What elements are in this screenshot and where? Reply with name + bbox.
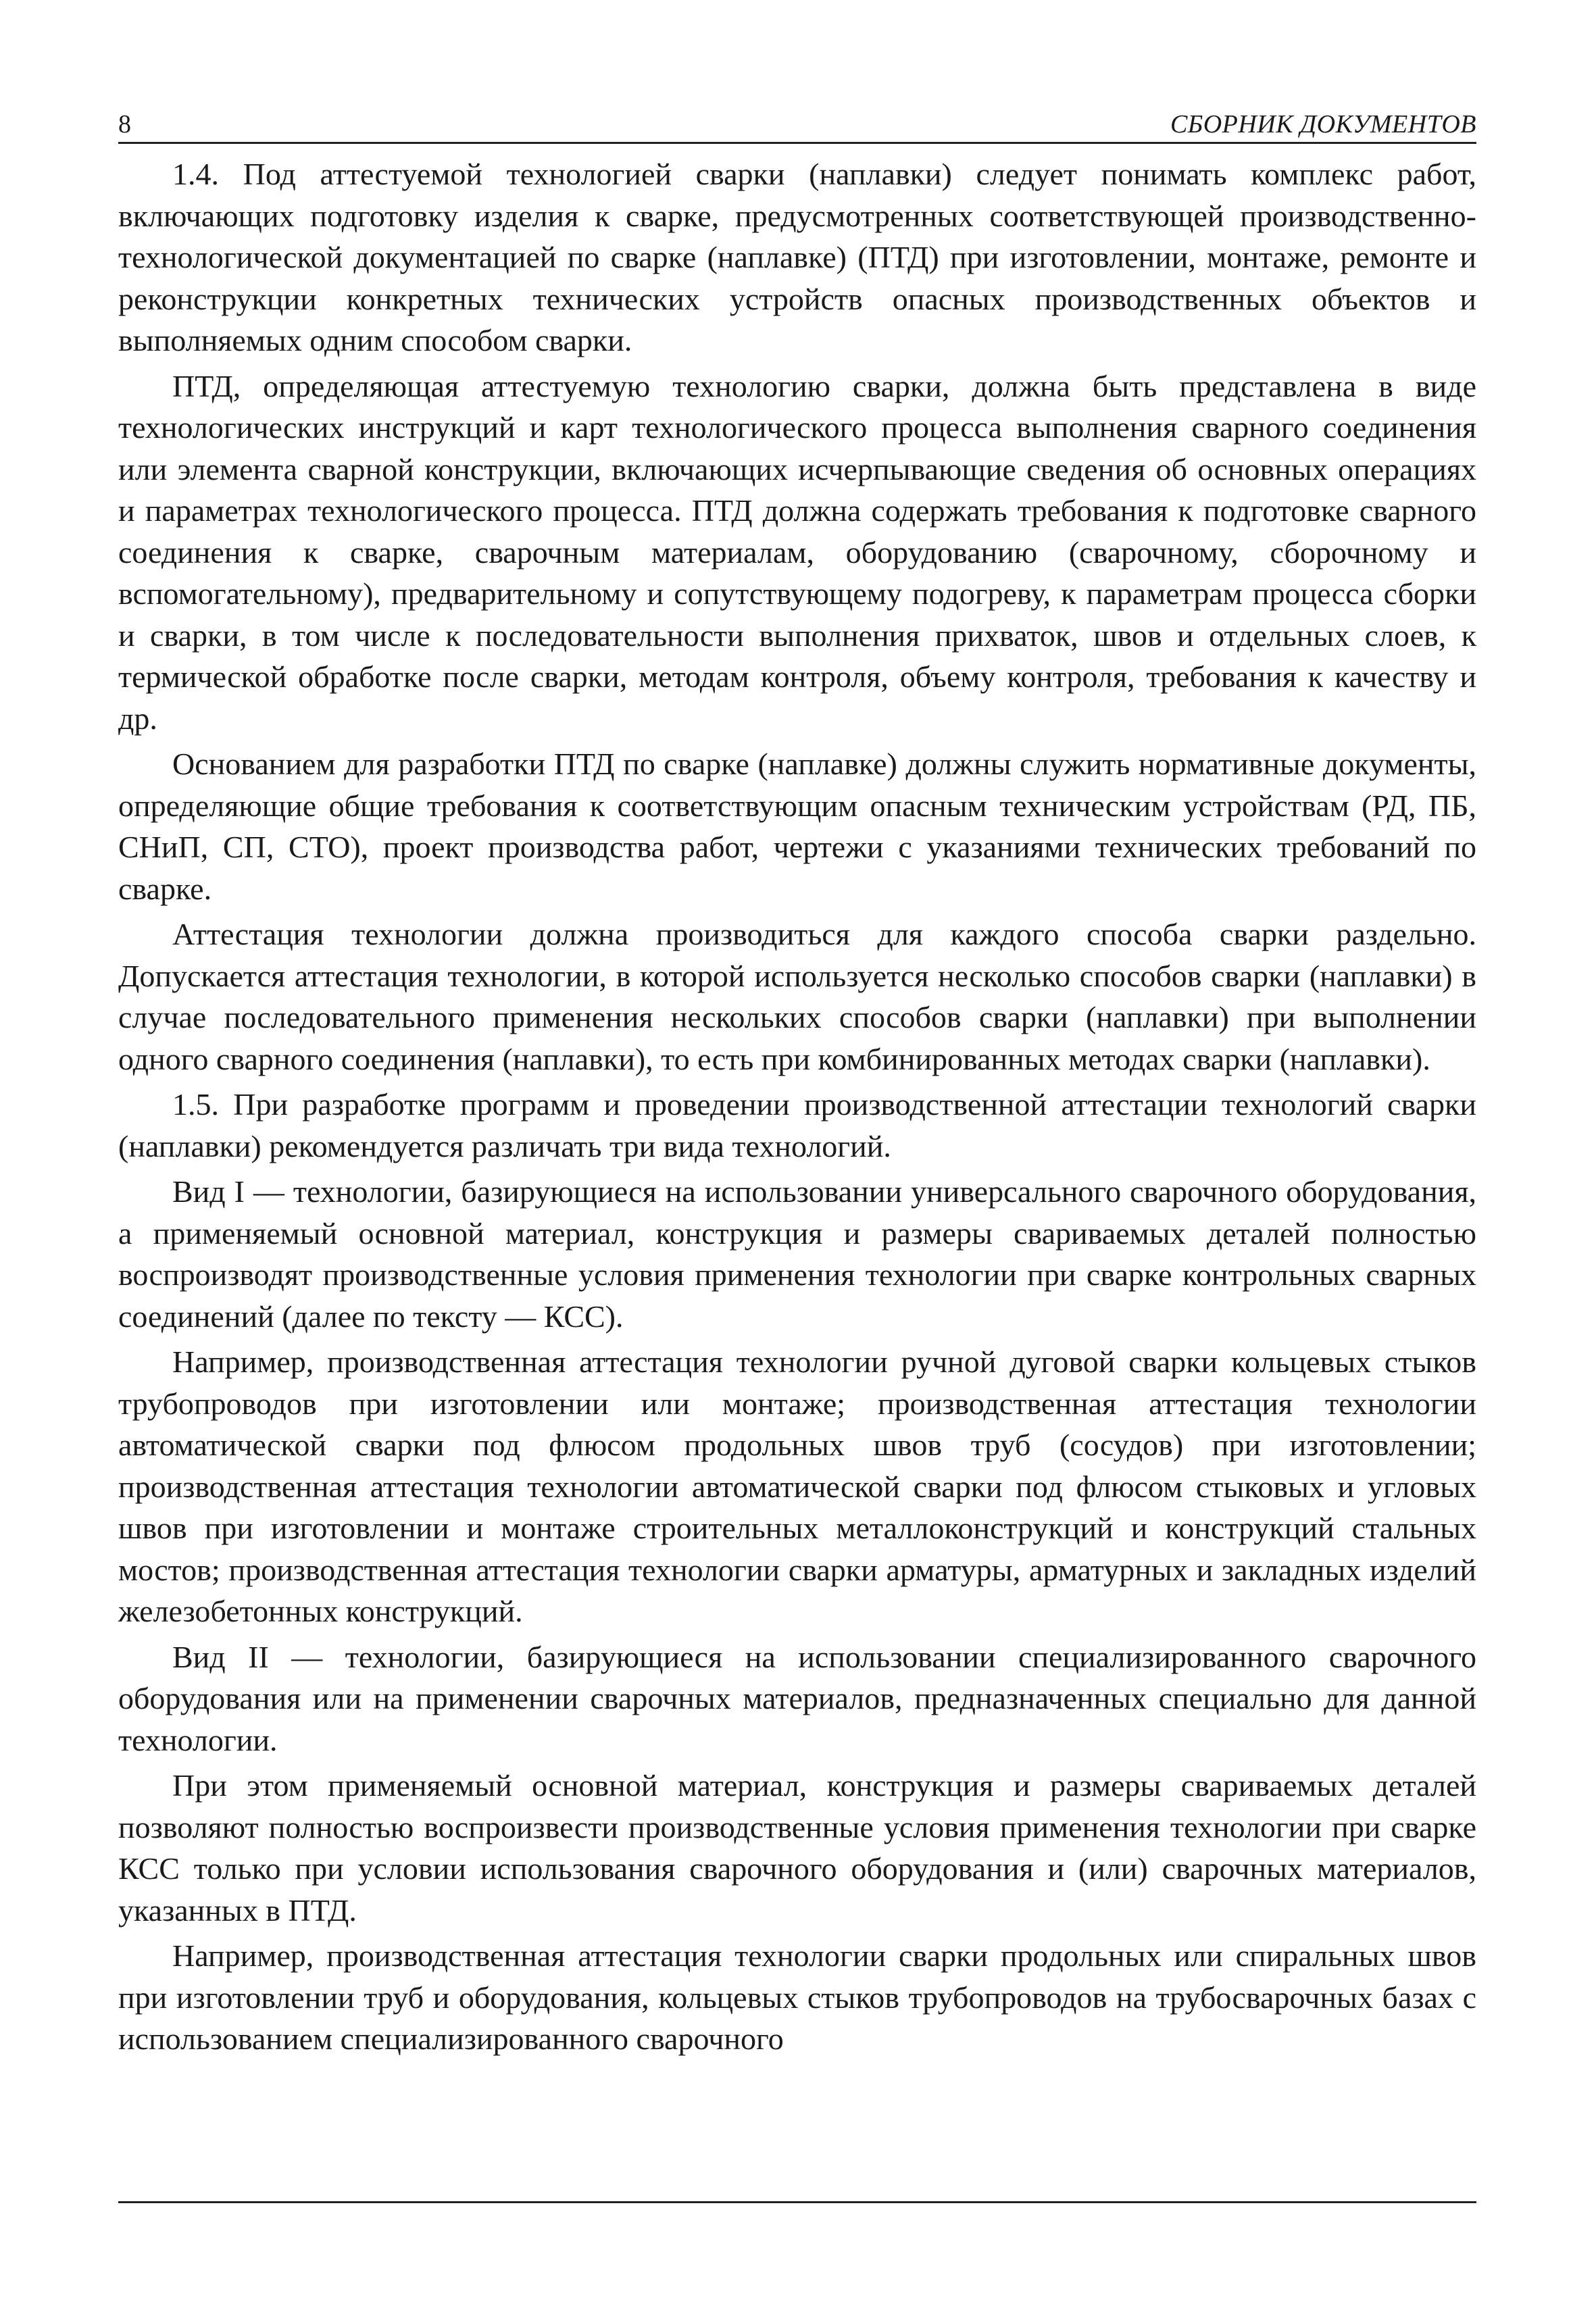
paragraph-type-2-example: Например, производственная аттестация технологии сварки продольных или спиральных швов при изготовлении труб и оборудования, кольцевых стыков трубопроводов на трубосварочных базах с использованием специализированного сварочного [118,1938,1476,2056]
paragraph-attestation-methods: Аттестация технологии должна производиться для каждого способа сварки раздельно. Допускается аттестация технологии, в которой используется несколько способов сварки (наплавки) в случае последовательного применения нескольких способов сварки (наплавки) при выполнении одного сварного соединения (наплавки), то есть при комбинированных методах сварки (наплавки). [118,917,1476,1076]
paragraph-type-2: Вид II — технологии, базирующиеся на использовании специализированного сварочного оборудования или на применении сварочных материалов, предназначенных специально для данной технологии. [118,1639,1476,1757]
document-page [118,101,1476,2064]
paragraph-ptd-basis: Основанием для разработки ПТД по сварке (наплавке) должны служить нормативные документы, определяющие общие требования к соответствующим опасным техническим устройствам (РД, ПБ, СНиП, СП, СТО), проект производства работ, чертежи с указаниями технических требований по сварке. [118,747,1476,906]
running-head [118,101,1476,144]
paragraph-type-1: Вид I — технологии, базирующиеся на использовании универсального сварочного оборудования, а применяемый основной материал, конструкция и размеры свариваемых деталей полностью воспроизводят производственные условия применения технологии при сварке контрольных сварных соединений (далее по тексту — КСС). [118,1174,1476,1334]
bottom-rule [118,2201,1476,2203]
paragraph-1-5: 1.5. При разработке программ и проведении производственной аттестации технологий сварки (наплавки) рекомендуется различать три вида технологий. [118,1087,1476,1163]
paragraph-type-1-example: Например, производственная аттестация технологии ручной дуговой сварки кольцевых стыков трубопроводов при изготовлении или монтаже; производственная аттестация технологии автоматической сварки под флюсом продольных швов труб (сосудов) при изготовлении; производственная аттестация технологии автоматической сварки под флюсом стыковых и угловых швов при изготовлении и монтаже строительных металлоконструкций и конструкций стальных мостов; производственная аттестация технологии сварки арматуры, арматурных и закладных изделий железобетонных конструкций. [118,1344,1476,1628]
paragraph-type-2-conditions: При этом применяемый основной материал, конструкция и размеры свариваемых деталей позволяют полностью воспроизвести производственные условия применения технологии при сварке КСС только при условии использования сварочного оборудования и (или) сварочных материалов, указанных в ПТД. [118,1768,1476,1928]
body-text [118,153,1476,2060]
running-head-title: СБОРНИК ДОКУМЕНТОВ [1170,110,1476,139]
paragraph-ptd-definition: ПТД, определяющая аттестуемую технологию сварки, должна быть представлена в виде технологических инструкций и карт технологического процесса выполнения сварного соединения или элемента сварной конструкции, включающих исчерпывающие сведения об основных операциях и параметрах технологического процесса. ПТД должна содержать требования к подготовке сварного соединения к сварке, сварочным материалам, оборудованию (сварочному, сборочному и вспомогательному), предварительному и сопутствующему подогреву, к параметрам процесса сборки и сварки, в том числе к последовательности выполнения прихваток, швов и отдельных слоев, к термической обработке после сварки, методам контроля, объему контроля, требования к качеству и др. [118,368,1476,736]
page-number: 8 [118,110,131,139]
paragraph-1-4: 1.4. Под аттестуемой технологией сварки (наплавки) следует понимать комплекс работ, включающих подготовку изделия к сварке, предусмотренных соответствующей производственно-технологической документацией по сварке (наплавке) (ПТД) при изготовлении, монтаже, ремонте и реконструкции конкретных технических устройств опасных производственных объектов и выполняемых одним способом сварки. [118,157,1476,357]
